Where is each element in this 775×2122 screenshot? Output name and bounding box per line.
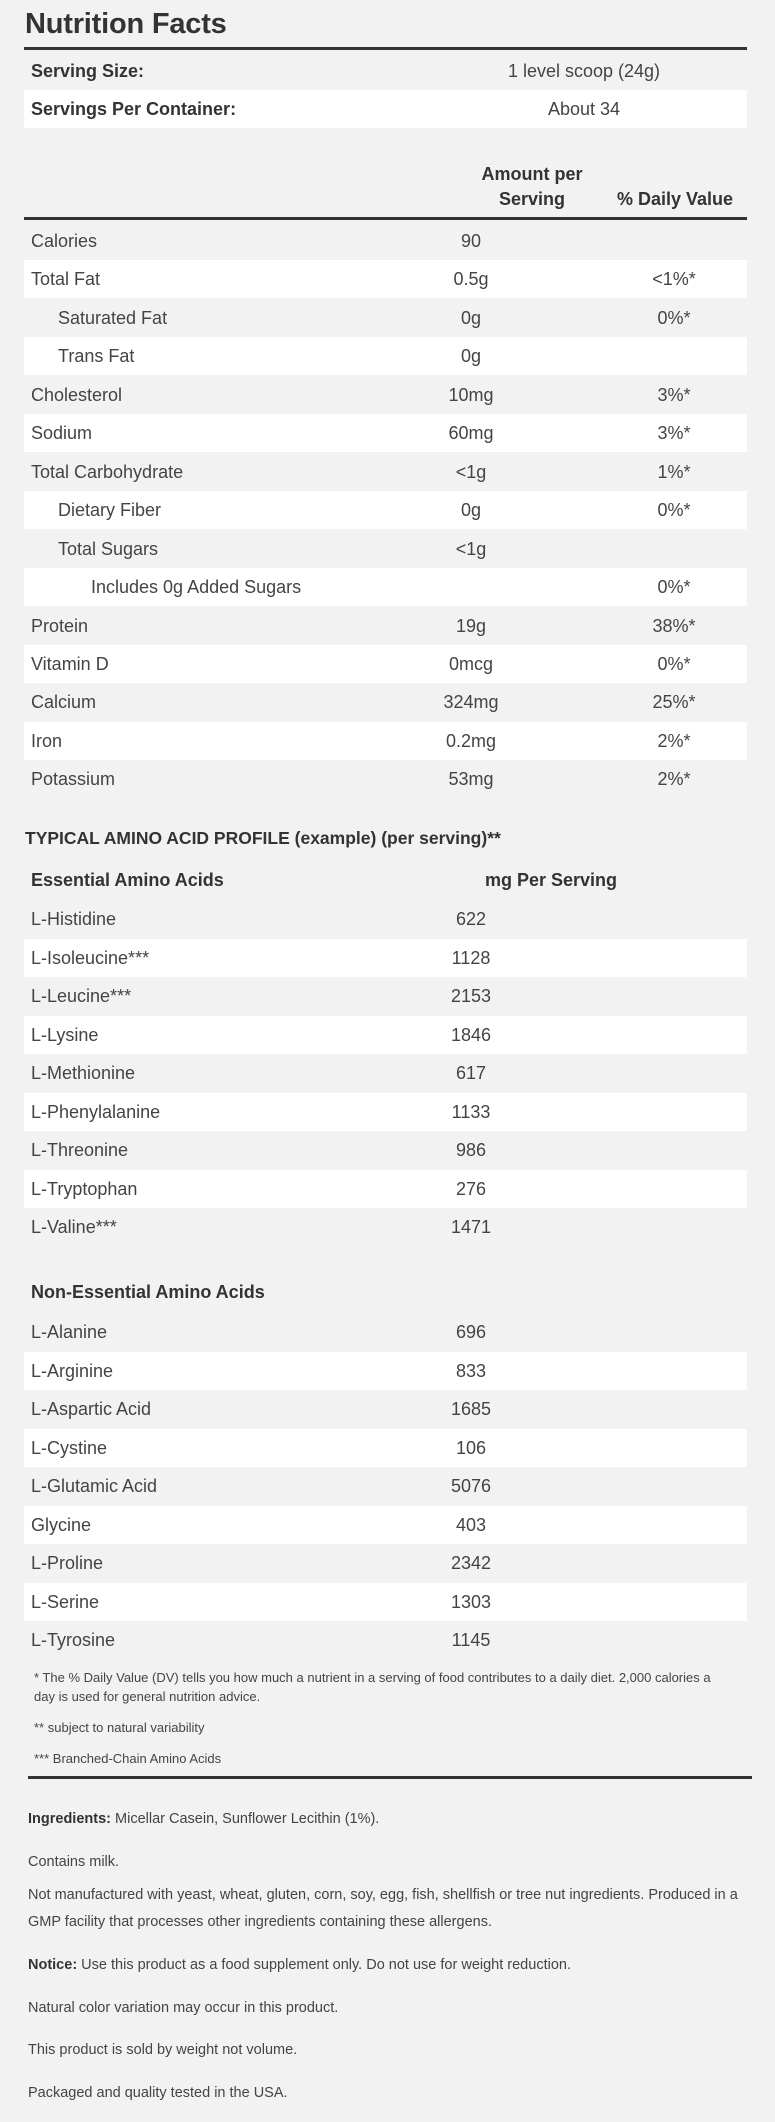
amino-name: L-Alanine [31, 1322, 108, 1342]
amino-mg: 5076 [450, 1476, 492, 1496]
amino-name: L-Threonine [31, 1140, 129, 1160]
nutrient-row [24, 530, 747, 568]
nutrient-name: Total Carbohydrate [31, 461, 184, 482]
nutrient-amount: 60mg [448, 423, 494, 444]
amino-name: L-Isoleucine*** [31, 947, 150, 968]
nutrient-amount: <1g [455, 538, 487, 559]
serving-size-row [24, 52, 747, 90]
footnote-variability: ** subject to natural variability [34, 1720, 205, 1735]
ingredients-paragraph [28, 1806, 743, 1833]
nutrient-name: Calories [31, 231, 98, 251]
nutrient-name: Protein [31, 615, 89, 636]
nutrient-name: Iron [31, 730, 63, 751]
nutrient-amount: 0.5g [453, 269, 489, 290]
amino-mg: 2153 [450, 986, 492, 1006]
nutrient-daily-value: 0%* [657, 653, 691, 674]
amino-row [24, 1429, 747, 1467]
amino-row [24, 900, 747, 938]
amino-mg: 1145 [451, 1630, 491, 1650]
title-rule [24, 47, 747, 50]
nutrient-amount: 0g [460, 500, 482, 521]
nutrient-row [24, 683, 747, 721]
amino-row [24, 1170, 747, 1208]
ingredients-label: Ingredients: [28, 1811, 111, 1827]
nutrient-amount: 53mg [448, 769, 494, 790]
nutrient-row [24, 607, 747, 645]
amino-name: L-Lysine [31, 1024, 99, 1045]
amino-mg: 403 [455, 1514, 487, 1535]
servings-per-container-row [24, 90, 747, 128]
amino-mg: 986 [455, 1140, 487, 1160]
amino-mg: 2342 [450, 1553, 492, 1573]
footnote-daily-value: * The % Daily Value (DV) tells you how much a nutrient in a serving of food contributes to a daily diet. 2,000 calories a day is used for general nutrition advice. [34, 1670, 711, 1704]
amino-row [24, 1544, 747, 1582]
footnote-bcaa: *** Branched-Chain Amino Acids [34, 1751, 222, 1766]
nutrient-name: Dietary Fiber [58, 500, 162, 521]
amino-name: L-Aspartic Acid [31, 1399, 152, 1419]
amino-name: L-Proline [31, 1553, 104, 1573]
essential-header-row [24, 861, 747, 899]
mg-per-serving-header: mg Per Serving [484, 870, 618, 890]
notice-label: Notice: [28, 1957, 78, 1973]
amino-mg: 106 [455, 1437, 487, 1458]
amino-row [24, 1054, 747, 1092]
amino-row [24, 1352, 747, 1390]
nutrient-name: Total Sugars [58, 538, 159, 559]
footnote-rule [28, 1776, 752, 1779]
nutrient-row [24, 568, 747, 606]
amino-name: L-Arginine [31, 1360, 114, 1381]
amino-name: L-Cystine [31, 1437, 108, 1458]
nutrient-daily-value [614, 222, 734, 260]
amount-per-serving-header [452, 162, 612, 212]
nutrient-amount: 90 [460, 231, 482, 251]
daily-value-header: % Daily Value [616, 189, 734, 209]
packaged-paragraph: Packaged and quality tested in the USA. [28, 2085, 288, 2101]
amino-row [24, 1016, 747, 1054]
nutrient-row [24, 299, 747, 337]
nutrient-amount: 324mg [443, 692, 499, 713]
nutrient-amount: 0mcg [448, 653, 493, 674]
amino-section-title: TYPICAL AMINO ACID PROFILE (example) (per serving)** [25, 828, 501, 848]
nutrient-name: Total Fat [31, 269, 101, 290]
nutrient-amount: 0.2mg [445, 730, 497, 751]
amount-header-line2: Serving [498, 189, 566, 209]
nutrient-row [24, 760, 747, 798]
amino-mg: 617 [455, 1063, 487, 1083]
serving-size-value: 1 level scoop (24g) [507, 61, 661, 81]
amino-row [24, 939, 747, 977]
nutrient-daily-value: 1%* [657, 461, 691, 482]
nutrient-daily-value: 2%* [657, 730, 691, 751]
amino-name: L-Tyrosine [31, 1630, 116, 1650]
servings-per-container-value: About 34 [547, 99, 621, 119]
servings-per-container-label: Servings Per Container: [31, 99, 237, 119]
amino-mg: 1846 [450, 1024, 492, 1045]
amino-mg: 1303 [450, 1591, 492, 1612]
amino-row [24, 1506, 747, 1544]
amino-mg: 833 [455, 1360, 487, 1381]
nutrient-row [24, 491, 747, 529]
nutrient-amount: <1g [455, 461, 487, 482]
amino-name: L-Phenylalanine [31, 1101, 161, 1122]
amino-mg: 696 [455, 1322, 487, 1342]
amino-name: L-Glutamic Acid [31, 1476, 158, 1496]
nutrient-daily-value: 25%* [652, 692, 696, 713]
notice-text: Use this product as a food supplement only. Do not use for weight reduction. [77, 1957, 571, 1973]
header-rule [24, 217, 747, 220]
amino-mg: 1471 [450, 1217, 492, 1237]
amino-name: L-Tryptophan [31, 1178, 138, 1199]
amino-mg: 1133 [451, 1101, 491, 1122]
color-variation-paragraph: Natural color variation may occur in this product. [28, 2000, 339, 2016]
amino-row [24, 977, 747, 1015]
nutrient-row [24, 722, 747, 760]
nutrient-amount: 0g [460, 307, 482, 328]
amino-row [24, 1583, 747, 1621]
amino-name: L-Valine*** [31, 1217, 117, 1237]
amino-row [24, 1313, 747, 1351]
nutrient-row [24, 222, 747, 260]
nutrient-name: Sodium [31, 423, 93, 444]
nutrient-name: Vitamin D [31, 653, 109, 674]
amino-mg: 1128 [451, 947, 491, 968]
nonessential-header: Non-Essential Amino Acids [31, 1282, 265, 1302]
amino-name: L-Histidine [31, 909, 117, 929]
serving-size-label: Serving Size: [31, 61, 145, 81]
nutrient-amount: 19g [455, 615, 487, 636]
contains-paragraph: Contains milk. [28, 1854, 120, 1870]
amino-row [24, 1208, 747, 1246]
panel-title: Nutrition Facts [25, 8, 227, 40]
weight-paragraph: This product is sold by weight not volume. [28, 2042, 298, 2058]
nutrient-row [24, 337, 747, 375]
amino-name: L-Leucine*** [31, 986, 132, 1006]
amino-name: Glycine [31, 1514, 92, 1535]
nutrient-daily-value [614, 337, 734, 375]
ingredients-text: Micellar Casein, Sunflower Lecithin (1%). [110, 1811, 380, 1827]
nonessential-header-row [24, 1273, 747, 1311]
amino-mg: 276 [455, 1178, 487, 1199]
nutrient-daily-value: <1%* [652, 269, 696, 290]
amount-header-line1: Amount per [481, 164, 583, 184]
amino-row [24, 1131, 747, 1169]
nutrient-amount: 0g [460, 346, 482, 367]
notice-paragraph [28, 1952, 743, 1979]
nutrient-row [24, 645, 747, 683]
nutrient-daily-value: 3%* [657, 384, 691, 405]
amino-name: L-Serine [31, 1591, 100, 1612]
nutrient-name: Trans Fat [58, 346, 135, 367]
nutrient-daily-value [614, 530, 734, 568]
nutrient-amount: 10mg [448, 384, 494, 405]
amino-row [24, 1467, 747, 1505]
nutrient-daily-value: 0%* [657, 577, 691, 598]
amino-row [24, 1621, 747, 1659]
nutrient-row [24, 260, 747, 298]
amino-row [24, 1390, 747, 1428]
nutrient-daily-value: 0%* [657, 500, 691, 521]
nutrient-daily-value: 3%* [657, 423, 691, 444]
nutrient-row [24, 376, 747, 414]
nutrient-name: Calcium [31, 692, 97, 713]
nutrient-daily-value: 2%* [657, 769, 691, 790]
amino-name: L-Methionine [31, 1063, 136, 1083]
amino-row [24, 1093, 747, 1131]
amino-mg: 1685 [450, 1399, 492, 1419]
nutrient-name: Includes 0g Added Sugars [91, 577, 302, 598]
allergens-paragraph: Not manufactured with yeast, wheat, gluten, corn, soy, egg, fish, shellfish or tree nut ingredients. Produced in a GMP facility that processes other ingredients containing these allergens. [28, 1887, 738, 1930]
nutrient-row [24, 414, 747, 452]
nutrient-daily-value: 38%* [652, 615, 696, 636]
essential-header: Essential Amino Acids [31, 870, 224, 890]
amino-mg: 622 [455, 909, 487, 929]
nutrient-amount [386, 568, 556, 606]
nutrient-name: Potassium [31, 769, 116, 790]
nutrient-name: Saturated Fat [58, 307, 168, 328]
nutrient-name: Cholesterol [31, 384, 123, 405]
nutrient-row [24, 453, 747, 491]
nutrient-daily-value: 0%* [657, 307, 691, 328]
